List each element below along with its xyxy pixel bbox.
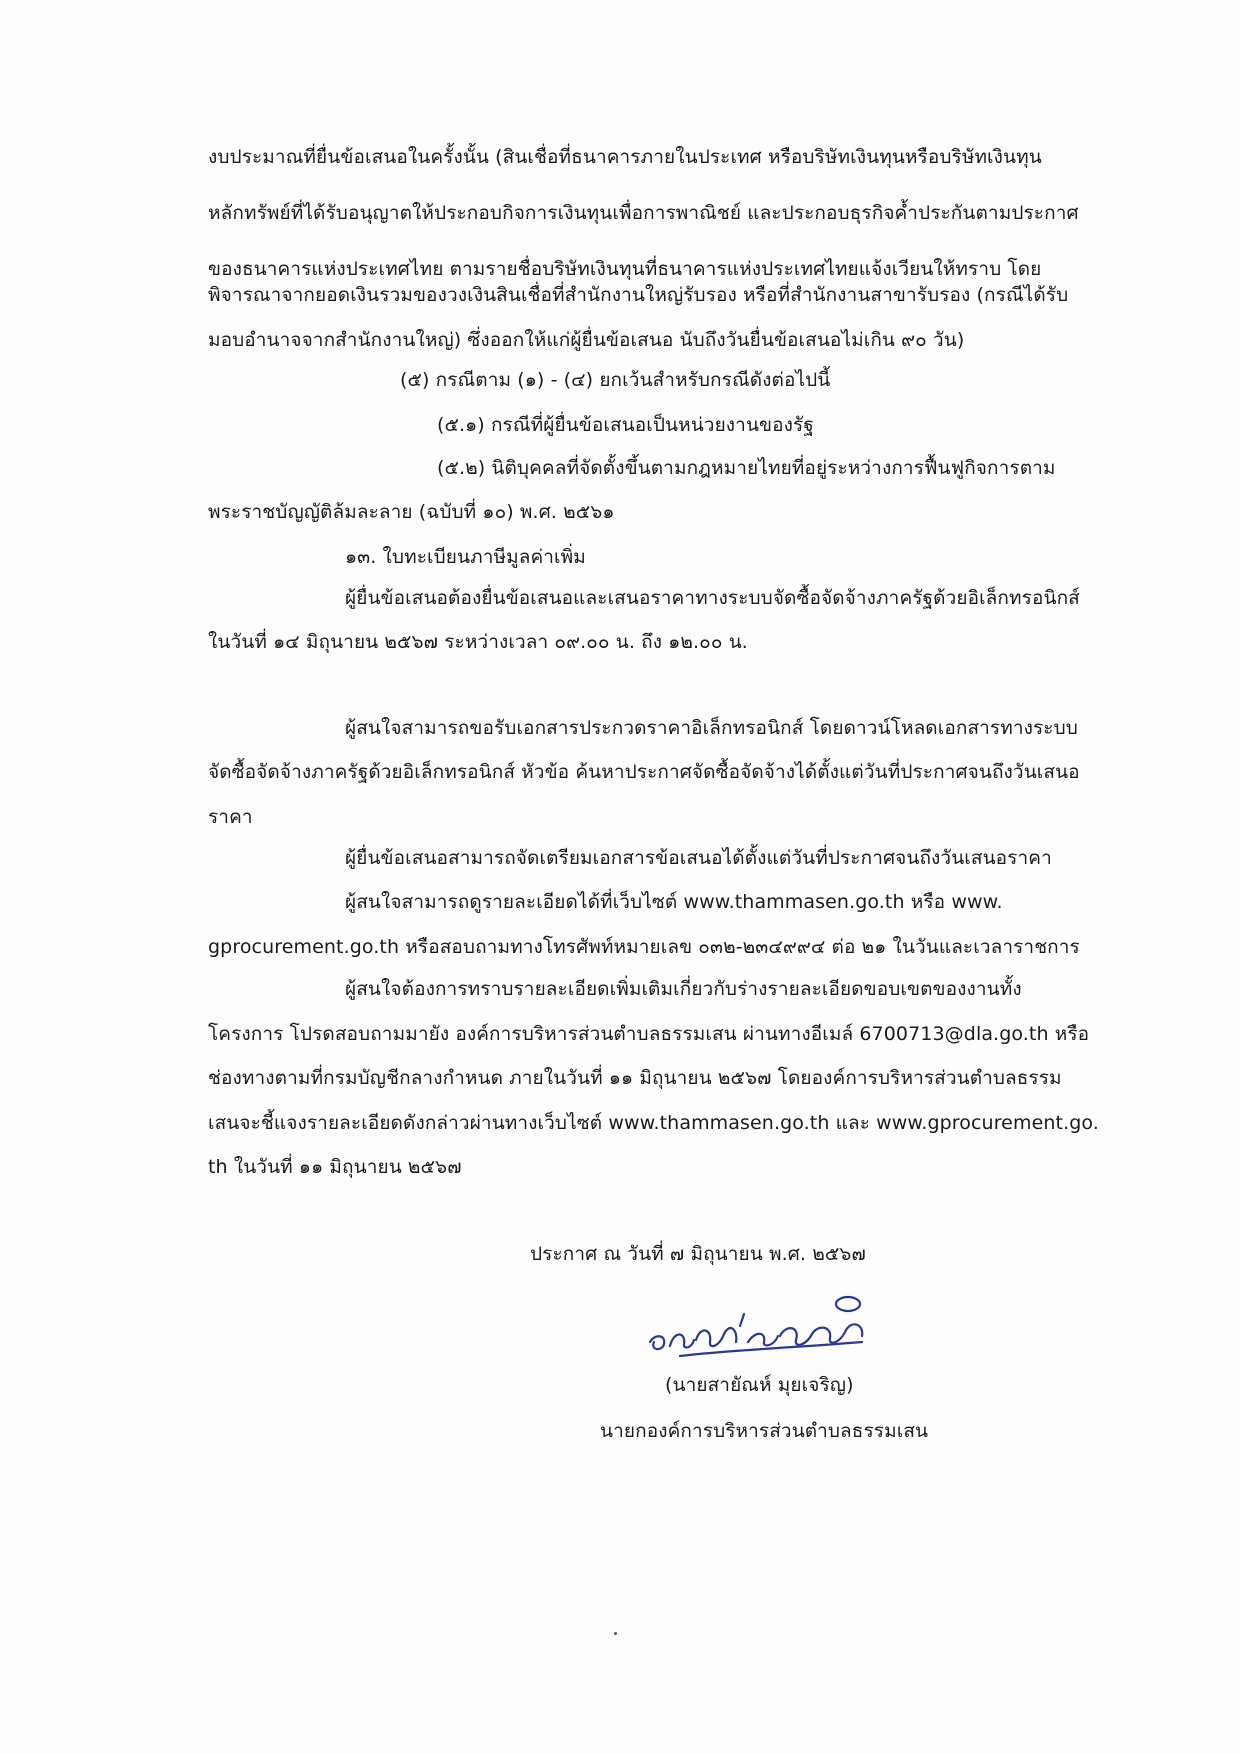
list-item-13: ๑๓. ใบทะเบียนภาษีมูลค่าเพิ่ม [345, 546, 586, 568]
paragraph-line: หลักทรัพย์ที่ได้รับอนุญาตให้ประกอบกิจการเงินทุนเพื่อการพาณิชย์ และประกอบธุรกิจค้ำประกันตามประกาศ [208, 202, 1079, 224]
paragraph-line: จัดซื้อจัดจ้างภาครัฐด้วยอิเล็กทรอนิกส์ หัวข้อ ค้นหาประกาศจัดซื้อจัดจ้างได้ตั้งแต่วันที่ประกาศจนถึงวันเสนอ [208, 761, 1080, 783]
signatory-name: (นายสายัณห์ มุยเจริญ) [665, 1374, 854, 1396]
paragraph-line: โครงการ โปรดสอบถามมายัง องค์การบริหารส่วนตำบลธรรมเสน ผ่านทางอีเมล์ 6700713@dla.go.th หรือ [208, 1023, 1090, 1045]
paragraph-line: เสนจะชี้แจงรายละเอียดดังกล่าวผ่านทางเว็บไซต์ www.thammasen.go.th และ www.gprocurement.go. [208, 1112, 1099, 1134]
paragraph-line: ของธนาคารแห่งประเทศไทย ตามรายชื่อบริษัทเงินทุนที่ธนาคารแห่งประเทศไทยแจ้งเวียนให้ทราบ โดย [208, 258, 1042, 280]
paragraph-line: th ในวันที่ ๑๑ มิถุนายน ๒๕๖๗ [208, 1156, 462, 1178]
signatory-title: นายกองค์การบริหารส่วนตำบลธรรมเสน [600, 1420, 929, 1442]
paragraph-line: งบประมาณที่ยื่นข้อเสนอในครั้งนั้น (สินเชื่อที่ธนาคารภายในประเทศ หรือบริษัทเงินทุนหรือบริษัทเงินทุน [208, 146, 1042, 168]
announcement-date: ประกาศ ณ วันที่ ๗ มิถุนายน พ.ศ. ๒๕๖๗ [530, 1243, 866, 1265]
scan-speck [614, 1632, 617, 1635]
paragraph-line: ผู้สนใจต้องการทราบรายละเอียดเพิ่มเติมเกี่ยวกับร่างรายละเอียดขอบเขตของงานทั้ง [345, 978, 1022, 1000]
handwritten-signature [640, 1290, 900, 1370]
paragraph-line: ในวันที่ ๑๔ มิถุนายน ๒๕๖๗ ระหว่างเวลา ๐๙.๐๐ น. ถึง ๑๒.๐๐ น. [208, 631, 748, 653]
paragraph-line: ผู้ยื่นข้อเสนอสามารถจัดเตรียมเอกสารข้อเสนอได้ตั้งแต่วันที่ประกาศจนถึงวันเสนอราคา [345, 847, 1052, 869]
paragraph-line: ช่องทางตามที่กรมบัญชีกลางกำหนด ภายในวันที่ ๑๑ มิถุนายน ๒๕๖๗ โดยองค์การบริหารส่วนตำบลธรรม [208, 1067, 1062, 1089]
list-item-5: (๕) กรณีตาม (๑) - (๔) ยกเว้นสำหรับกรณีดังต่อไปนี้ [400, 369, 831, 391]
paragraph-line: ราคา [208, 806, 253, 828]
paragraph-line: ผู้ยื่นข้อเสนอต้องยื่นข้อเสนอและเสนอราคาทางระบบจัดซื้อจัดจ้างภาครัฐด้วยอิเล็กทรอนิกส์ [345, 587, 1080, 609]
paragraph-line: มอบอำนาจจากสำนักงานใหญ่) ซึ่งออกให้แก่ผู้ยื่นข้อเสนอ นับถึงวันยื่นข้อเสนอไม่เกิน ๙๐ วัน) [208, 329, 965, 351]
list-item-5-2: (๕.๒) นิติบุคคลที่จัดตั้งขึ้นตามกฎหมายไทยที่อยู่ระหว่างการฟื้นฟูกิจการตาม [437, 457, 1056, 479]
paragraph-line: ผู้สนใจสามารถขอรับเอกสารประกวดราคาอิเล็กทรอนิกส์ โดยดาวน์โหลดเอกสารทางระบบ [345, 717, 1078, 739]
paragraph-line: ผู้สนใจสามารถดูรายละเอียดได้ที่เว็บไซต์ www.thammasen.go.th หรือ www. [345, 891, 1003, 913]
list-item-5-2-continued: พระราชบัญญัติล้มละลาย (ฉบับที่ ๑๐) พ.ศ. ๒๕๖๑ [208, 501, 615, 523]
paragraph-line: พิจารณาจากยอดเงินรวมของวงเงินสินเชื่อที่สำนักงานใหญ่รับรอง หรือที่สำนักงานสาขารับรอง (กรณีได้รับ [208, 284, 1069, 306]
list-item-5-1: (๕.๑) กรณีที่ผู้ยื่นข้อเสนอเป็นหน่วยงานของรัฐ [437, 414, 814, 436]
paragraph-line: gprocurement.go.th หรือสอบถามทางโทรศัพท์หมายเลข ๐๓๒-๒๓๔๙๙๔ ต่อ ๒๑ ในวันและเวลาราชการ [208, 936, 1080, 958]
